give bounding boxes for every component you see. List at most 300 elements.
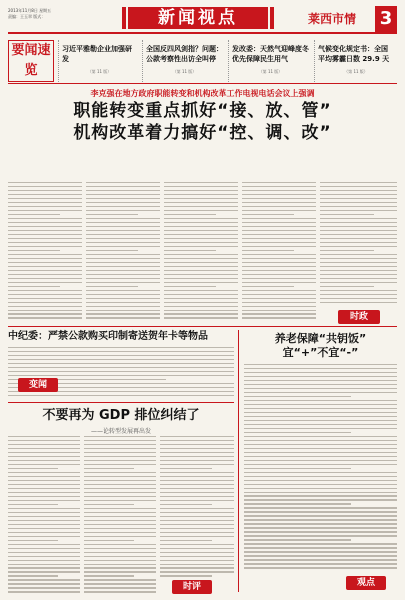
text-line — [244, 551, 397, 552]
text-line — [84, 480, 156, 481]
text-line — [160, 512, 234, 513]
text-line — [164, 202, 238, 203]
brief-item-3[interactable] — [228, 40, 312, 82]
text-line — [244, 484, 397, 485]
text-line — [242, 194, 316, 195]
text-line — [164, 198, 238, 199]
text-line — [242, 198, 316, 199]
badge-shiping: 时评 — [172, 580, 212, 594]
text-line — [320, 234, 397, 235]
text-line — [164, 286, 216, 287]
text-line — [8, 472, 80, 473]
brief-item-4[interactable] — [314, 40, 397, 82]
text-line — [242, 270, 316, 271]
text-line — [84, 464, 156, 465]
text-line — [244, 539, 351, 540]
text-line — [86, 246, 160, 247]
text-line — [84, 504, 134, 505]
text-line — [244, 559, 397, 560]
text-line — [244, 448, 397, 449]
text-line — [8, 226, 82, 227]
text-line — [8, 575, 58, 576]
text-line — [8, 270, 82, 271]
main-headline — [8, 88, 397, 180]
text-line — [164, 222, 238, 223]
text-line — [164, 206, 238, 207]
text-line — [86, 194, 160, 195]
brief-item-title: 发改委：天然气迎峰度冬优先保障民生用气 — [232, 45, 309, 63]
text-line — [244, 507, 397, 508]
text-line — [86, 186, 160, 187]
text-line — [320, 270, 397, 271]
text-line — [320, 218, 397, 219]
text-line — [8, 278, 82, 279]
text-line — [84, 532, 156, 533]
text-line — [84, 524, 156, 525]
text-line — [242, 222, 316, 223]
text-line — [84, 567, 156, 568]
text-line — [244, 515, 397, 516]
text-line — [164, 313, 238, 314]
text-line — [244, 408, 397, 409]
text-line — [8, 528, 80, 529]
article-3-col-2 — [84, 436, 156, 596]
text-line — [84, 516, 156, 517]
text-line — [242, 317, 316, 318]
text-line — [242, 282, 316, 283]
text-line — [244, 380, 397, 381]
text-line — [164, 266, 238, 267]
text-line — [320, 182, 397, 183]
text-line — [160, 464, 234, 465]
text-line — [8, 262, 82, 263]
brief-item-1[interactable] — [58, 40, 140, 82]
text-line — [8, 266, 82, 267]
text-line — [160, 540, 212, 541]
text-line — [160, 476, 234, 477]
text-line — [244, 531, 397, 532]
text-line — [244, 523, 397, 524]
text-line — [84, 587, 156, 588]
text-line — [320, 282, 397, 283]
text-line — [242, 210, 316, 211]
text-line — [8, 512, 80, 513]
text-line — [244, 364, 397, 365]
text-line — [8, 282, 82, 283]
text-line — [244, 404, 397, 405]
text-line — [164, 182, 238, 183]
text-line — [84, 476, 156, 477]
text-line — [244, 440, 397, 441]
text-line — [242, 294, 316, 295]
text-line — [242, 310, 316, 311]
text-line — [160, 524, 234, 525]
text-line — [84, 528, 156, 529]
text-line — [8, 286, 60, 287]
text-line — [8, 468, 58, 469]
text-line — [8, 567, 80, 568]
text-line — [244, 436, 397, 437]
text-line — [244, 464, 397, 465]
text-line — [244, 519, 397, 520]
text-line — [242, 242, 316, 243]
text-line — [84, 460, 156, 461]
article-3-col-1 — [8, 436, 80, 596]
text-line — [320, 222, 397, 223]
text-line — [84, 436, 156, 437]
text-line — [164, 310, 238, 311]
text-line — [160, 548, 234, 549]
headline-line-1: 职能转变重点抓好“接、放、管” — [73, 101, 332, 121]
text-line — [8, 548, 80, 549]
text-line — [84, 488, 156, 489]
text-line — [244, 567, 397, 568]
text-line — [86, 250, 138, 251]
text-line — [8, 306, 82, 307]
text-line — [160, 516, 234, 517]
text-line — [244, 503, 351, 504]
text-line — [8, 492, 80, 493]
text-line — [160, 567, 234, 568]
text-line — [320, 226, 397, 227]
text-line — [242, 286, 294, 287]
text-line — [244, 384, 397, 385]
text-line — [242, 250, 294, 251]
text-line — [8, 351, 234, 352]
text-line — [164, 258, 238, 259]
text-line — [244, 456, 397, 457]
text-line — [164, 218, 238, 219]
text-line — [242, 313, 316, 314]
text-line — [8, 564, 80, 565]
text-line — [86, 226, 160, 227]
article-2-body — [244, 364, 397, 572]
text-line — [160, 488, 234, 489]
text-line — [84, 512, 156, 513]
text-line — [86, 282, 160, 283]
text-line — [164, 242, 238, 243]
text-line — [8, 194, 82, 195]
text-line — [8, 583, 80, 584]
text-line — [244, 547, 397, 548]
text-line — [84, 440, 156, 441]
brief-item-title: 气候变化规定书：全国平均雾霾日数 29.9 天 — [318, 45, 390, 63]
text-line — [86, 202, 160, 203]
news-brief-bar — [8, 38, 397, 84]
text-line — [320, 250, 374, 251]
text-line — [242, 238, 316, 239]
text-line — [160, 448, 234, 449]
text-line — [86, 298, 160, 299]
badge-shizheng: 时政 — [338, 310, 380, 324]
text-line — [244, 396, 351, 397]
text-line — [84, 560, 156, 561]
text-line — [86, 286, 138, 287]
text-line — [244, 428, 397, 429]
article-2-title[interactable] — [244, 332, 397, 360]
text-line — [164, 274, 238, 275]
text-line — [320, 206, 397, 207]
text-line — [242, 258, 316, 259]
text-line — [86, 234, 160, 235]
text-line — [8, 186, 82, 187]
brief-item-page: （第 11 版） — [344, 69, 368, 74]
text-line — [8, 250, 60, 251]
text-line — [8, 436, 80, 437]
text-line — [164, 306, 238, 307]
text-line — [86, 182, 160, 183]
text-line — [244, 388, 397, 389]
text-line — [8, 532, 80, 533]
text-line — [164, 186, 238, 187]
text-line — [86, 302, 160, 303]
text-line — [320, 190, 397, 191]
text-line — [160, 484, 234, 485]
text-line — [84, 448, 156, 449]
text-line — [242, 266, 316, 267]
text-line — [164, 246, 238, 247]
text-line — [86, 210, 160, 211]
text-line — [320, 230, 397, 231]
text-line — [244, 492, 397, 493]
text-line — [8, 500, 80, 501]
text-line — [8, 367, 234, 368]
column-divider — [238, 330, 239, 592]
text-line — [244, 400, 397, 401]
text-line — [8, 254, 82, 255]
text-line — [8, 234, 82, 235]
text-line — [8, 516, 80, 517]
text-line — [242, 254, 316, 255]
text-line — [164, 214, 216, 215]
article-2-title-line-2: 宜“+”不宜“-” — [282, 346, 359, 359]
text-line — [244, 488, 397, 489]
text-line — [160, 496, 234, 497]
text-line — [8, 214, 60, 215]
text-line — [160, 528, 234, 529]
text-line — [8, 210, 82, 211]
text-line — [84, 492, 156, 493]
text-line — [242, 306, 316, 307]
text-line — [8, 190, 82, 191]
text-line — [8, 395, 234, 396]
text-line — [86, 313, 160, 314]
text-line — [242, 230, 316, 231]
editor-line: 责编：王玉翠 版式： — [8, 14, 46, 19]
article-3-divider — [8, 402, 234, 403]
article-3-title[interactable]: 不要再为 GDP 排位纠结了 — [42, 408, 200, 423]
text-line — [242, 182, 316, 183]
article-1-title[interactable]: 中纪委：严禁公款购买印制寄送贺年卡等物品 — [8, 331, 208, 342]
text-line — [320, 286, 374, 287]
text-line — [84, 484, 156, 485]
text-line — [86, 294, 160, 295]
text-line — [164, 230, 238, 231]
text-line — [8, 540, 58, 541]
text-line — [160, 500, 234, 501]
lead-article-col-5 — [320, 182, 397, 308]
text-line — [244, 511, 397, 512]
text-line — [160, 468, 212, 469]
text-line — [8, 313, 82, 314]
text-line — [160, 532, 234, 533]
issue-date: 2013年11月8日 星期五 — [8, 8, 52, 13]
text-line — [84, 444, 156, 445]
text-line — [84, 540, 134, 541]
text-line — [8, 556, 80, 557]
text-line — [84, 496, 156, 497]
text-line — [244, 476, 397, 477]
masthead — [8, 4, 397, 34]
text-line — [8, 488, 80, 489]
text-line — [84, 564, 156, 565]
masthead-meta — [8, 8, 51, 20]
text-line — [84, 556, 156, 557]
text-line — [8, 552, 80, 553]
text-line — [160, 504, 212, 505]
brief-item-title: 全国反四风剑指？问题：公款考察性出访全叫停 — [146, 45, 223, 63]
text-line — [164, 294, 238, 295]
text-line — [244, 392, 397, 393]
text-line — [164, 278, 238, 279]
text-line — [164, 250, 216, 251]
text-line — [244, 416, 397, 417]
text-line — [244, 368, 397, 369]
text-line — [86, 278, 160, 279]
text-line — [8, 452, 80, 453]
text-line — [164, 210, 238, 211]
text-line — [86, 198, 160, 199]
text-line — [244, 460, 397, 461]
text-line — [8, 484, 80, 485]
text-line — [242, 302, 316, 303]
text-line — [8, 476, 80, 477]
text-line — [164, 290, 238, 291]
text-line — [320, 294, 397, 295]
text-line — [160, 552, 234, 553]
text-line — [164, 317, 238, 318]
text-line — [320, 254, 397, 255]
text-line — [84, 472, 156, 473]
paper-name: 莱西市情 — [308, 12, 357, 26]
text-line — [86, 222, 160, 223]
text-line — [244, 563, 397, 564]
article-2-title-line-1: 养老保障“共钥饭” — [274, 332, 367, 345]
text-line — [160, 544, 234, 545]
text-line — [8, 359, 234, 360]
text-line — [320, 198, 397, 199]
text-line — [8, 560, 80, 561]
text-line — [164, 298, 238, 299]
brief-item-2[interactable] — [142, 40, 226, 82]
text-line — [8, 375, 234, 376]
text-line — [320, 258, 397, 259]
text-line — [8, 310, 82, 311]
text-line — [86, 254, 160, 255]
text-line — [8, 504, 58, 505]
text-line — [242, 234, 316, 235]
text-line — [244, 432, 351, 433]
text-line — [244, 468, 351, 469]
text-line — [320, 214, 374, 215]
text-line — [84, 544, 156, 545]
text-line — [8, 536, 80, 537]
text-line — [8, 258, 82, 259]
text-line — [242, 214, 294, 215]
text-line — [8, 298, 82, 299]
text-line — [8, 444, 80, 445]
text-line — [244, 480, 397, 481]
text-line — [320, 302, 397, 303]
text-line — [320, 262, 397, 263]
text-line — [320, 186, 397, 187]
text-line — [86, 242, 160, 243]
text-line — [84, 468, 134, 469]
text-line — [8, 238, 82, 239]
text-line — [320, 298, 397, 299]
text-line — [244, 424, 397, 425]
text-line — [84, 520, 156, 521]
text-line — [8, 591, 80, 592]
text-line — [86, 270, 160, 271]
text-line — [8, 456, 80, 457]
text-line — [160, 472, 234, 473]
brief-item-title: 习近平雅勒企业加强研发 — [62, 45, 132, 63]
text-line — [242, 246, 316, 247]
text-line — [242, 190, 316, 191]
text-line — [244, 499, 397, 500]
text-line — [8, 460, 80, 461]
text-line — [164, 238, 238, 239]
text-line — [8, 480, 80, 481]
brief-item-page: （第 11 版） — [87, 69, 112, 74]
text-line — [242, 262, 316, 263]
lead-article-col-4 — [242, 182, 316, 322]
text-line — [244, 420, 397, 421]
text-line — [244, 376, 397, 377]
text-line — [8, 317, 82, 318]
text-line — [84, 575, 134, 576]
text-line — [86, 310, 160, 311]
text-line — [86, 206, 160, 207]
text-line — [160, 452, 234, 453]
text-line — [8, 218, 82, 219]
text-line — [8, 587, 80, 588]
text-line — [8, 182, 82, 183]
text-line — [164, 302, 238, 303]
text-line — [160, 456, 234, 457]
article-3-col-3 — [160, 436, 234, 580]
text-line — [320, 290, 397, 291]
text-line — [242, 218, 316, 219]
text-line — [320, 278, 397, 279]
text-line — [244, 527, 397, 528]
text-line — [160, 444, 234, 445]
text-line — [242, 186, 316, 187]
text-line — [160, 556, 234, 557]
text-line — [244, 535, 397, 536]
text-line — [244, 412, 397, 413]
text-line — [244, 543, 397, 544]
lead-article-col-2 — [86, 182, 160, 322]
text-line — [84, 583, 156, 584]
text-line — [160, 520, 234, 521]
text-line — [160, 460, 234, 461]
text-line — [8, 242, 82, 243]
text-line — [320, 210, 397, 211]
text-line — [84, 536, 156, 537]
text-line — [164, 262, 238, 263]
